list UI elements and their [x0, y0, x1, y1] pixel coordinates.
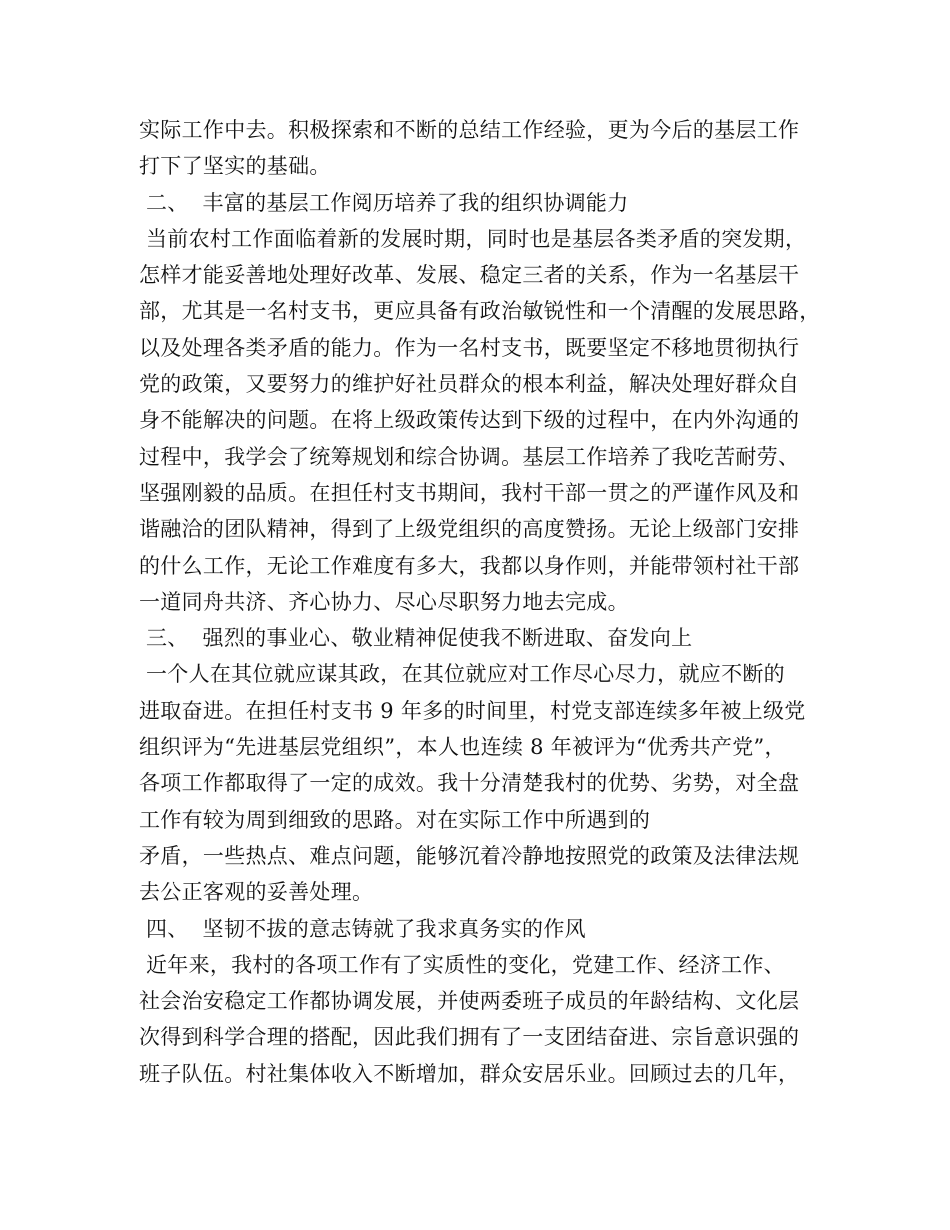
text-line: 次得到科学合理的搭配，因此我们拥有了一支团结奋进、宗旨意识强的	[139, 1025, 800, 1050]
text-line: 进取奋进。在担任村支书 9 年多的时间里，村党支部连续多年被上级党	[139, 698, 806, 723]
section-heading: 三、 强烈的事业心、敬业精神促使我不断进取、奋发向上	[139, 626, 693, 651]
text-line: 身不能解决的问题。在将上级政策传达到下级的过程中，在内外沟通的	[139, 408, 800, 433]
text-line: 打下了坚实的基础。	[139, 154, 331, 179]
text-line: 班子队伍。村社集体收入不断增加，群众安居乐业。回顾过去的几年，	[139, 1061, 800, 1086]
text-line: 以及处理各类矛盾的能力。作为一名村支书，既要坚定不移地贯彻执行	[139, 335, 800, 360]
text-line: 谐融洽的团队精神，得到了上级党组织的高度赞扬。无论上级部门安排	[139, 517, 800, 542]
text-line: 实际工作中去。积极探索和不断的总结工作经验，更为今后的基层工作	[139, 118, 800, 142]
text-line: 一个人在其位就应谋其政，在其位就应对工作尽心尽力，就应不断的	[139, 662, 785, 687]
text-line: 组织评为“先进基层党组织”，本人也连续 8 年被评为“优秀共产党”，	[139, 735, 786, 760]
section-heading: 二、 丰富的基层工作阅历培养了我的组织协调能力	[139, 190, 629, 215]
text-line: 社会治安稳定工作都协调发展，并使两委班子成员的年龄结构、文化层	[139, 989, 800, 1014]
text-line: 去公正客观的妥善处理。	[139, 880, 374, 905]
text-line: 当前农村工作面临着新的发展时期，同时也是基层各类矛盾的突发期，	[139, 226, 807, 251]
text-line: 坚强刚毅的品质。在担任村支书期间，我村干部一贯之的严谨作风及和	[139, 480, 800, 505]
section-heading: 四、 坚韧不拔的意志铸就了我求真务实的作风	[139, 916, 586, 941]
text-line: 部，尤其是一名村支书，更应具备有政治敏锐性和一个清醒的发展思路，	[139, 299, 821, 324]
text-line: 怎样才能妥善地处理好改革、发展、稳定三者的关系，作为一名基层干	[139, 263, 800, 288]
text-line: 各项工作都取得了一定的成效。我十分清楚我村的优势、劣势，对全盘	[139, 771, 800, 796]
text-line: 近年来，我村的各项工作有了实质性的变化，党建工作、经济工作、	[139, 952, 785, 977]
text-line: 工作有较为周到细致的思路。对在实际工作中所遇到的	[139, 807, 651, 832]
text-line: 的什么工作，无论工作难度有多大，我都以身作则，并能带领村社干部	[139, 553, 800, 578]
text-line: 一道同舟共济、齐心协力、尽心尽职努力地去完成。	[139, 589, 629, 614]
text-line: 过程中，我学会了统筹规划和综合协调。基层工作培养了我吃苦耐劳、	[139, 444, 800, 469]
text-line: 矛盾，一些热点、难点问题，能够沉着冷静地按照党的政策及法律法规	[139, 843, 800, 868]
document-body	[139, 112, 829, 1092]
text-line: 党的政策，又要努力的维护好社员群众的根本利益，解决处理好群众自	[139, 372, 800, 397]
